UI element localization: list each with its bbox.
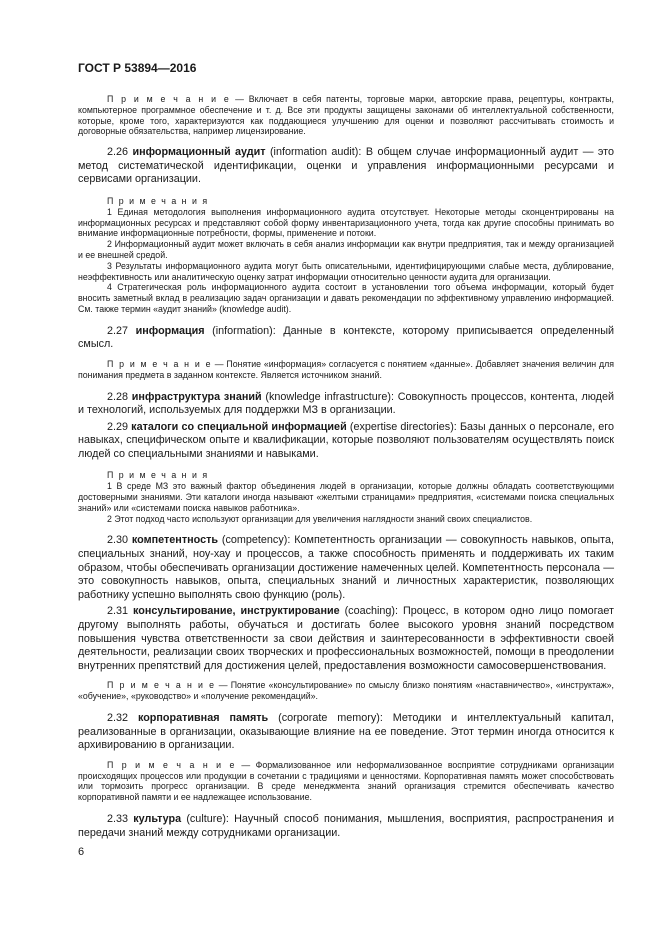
term-title: информационный аудит [132,146,266,159]
term-2-30: 2.30 компетентность (competency): Компетентность организации — совокупность навыков, опыта, специальных знаний, ноу-хау и процессов, а также способность применять и поддерживать их таким образом, чтобы обеспечивать организации достижение намеченных целей. Компетентность персонала — это совокупность навыков, опыта, специальных знаний и личностных характеристик, позволяющих работнику успешно выполнять свою функцию (роль). [78,534,614,601]
note-item: 2 Информационный аудит может включать в себя анализ информации как внутри предприятия, так и между организацией и ее внешней средой. [78,239,614,260]
term-title: каталоги со специальной информацией [131,420,347,433]
term-title: корпоративная память [137,712,269,724]
note-paragraph: П р и м е ч а н и е — Включает в себя патенты, торговые марки, авторские права, рецептуры, контракты, компьютерное программное обеспечение и т. д. Все эти продукты защищены законами об интеллектуальной собственности, которые, кроме того, характеризуются как поддающиеся улучшению для оценки и позволяют рассчитывать стоимость и договорные обязательства, например лицензирование. [78,94,615,137]
term-2-28: 2.28 инфраструктура знаний (knowledge infrastructure): Совокупность процессов, контента, людей и технологий, используемых для поддержки МЗ в организации. [78,390,614,417]
term-title: инфраструктура знаний [131,390,262,403]
note-paragraph: П р и м е ч а н и е — Понятие «информация» согласуется с понятием «данные». Добавляет значения величин для понимания предмета в заданном контексте. Является источником знаний. [78,358,614,380]
note-item: 1 В среде МЗ это важный фактор объединения людей в организации, которые должны обладать соответствующими достоверными знаниями. Эти каталоги иногда называют «желтыми страницами» предприятия, «системами поиска специальных знаний» или «системами поиска навыков работника». [78,481,614,513]
notes-label: П р и м е ч а н и я [107,470,209,481]
term-title: информация [135,324,205,337]
note-item: 4 Стратегическая роль информационного аудита состоит в установлении того объема информации, который будет вносить заметный вклад в реализацию задач организации и давать рекомендации по эффективному управлению информацией. См. также термин «аудит знаний» (knowledge audit). [78,282,614,314]
term-2-29: 2.29 каталоги со специальной информацией (expertise directories): Базы данных о персонале, его навыках, специфическом опыте и квалификации, которые позволяют пользователям осуществлять поиск людей со специальными знаниями и навыками. [78,420,614,460]
note-paragraph: П р и м е ч а н и е — Формализованное или неформализованное восприятие сотрудниками организации происходящих процессов или продукции в сочетании с традициями и ценностями. Корпоративная память может способствовать или тормозить прогресс организации. В среде менеджмента знаний организация стремится обеспечивать качество корпоративной памяти и ее надлежащее использование. [78,759,614,803]
term-2-27: 2.27 информация (information): Данные в контексте, которому приписывается определенный смысл. [78,324,614,351]
document-body [78,94,614,840]
notes-label: П р и м е ч а н и я [107,195,209,206]
note-item: 1 Единая методология выполнения информационного аудита отсутствует. Некоторые методы сконцентрированы на информационных ресурсах и представляют собой форму инвентаризационного учета, тогда как другие способны принимать во внимание информационные потребности, формы, применение и потоки. [78,206,614,239]
term-title: культура [133,812,182,825]
page-number: 6 [78,846,85,858]
term-2-33: 2.33 культура (culture): Научный способ понимания, мышления, восприятия, распространения и передачи знаний между сотрудниками организации. [78,812,615,839]
term-title: консультирование, инструктирование [132,605,340,618]
note-label: П р и м е ч а н и е [107,94,231,104]
page-header: ГОСТ Р 53894—2016 [78,61,197,75]
note-item: 2 Этот подход часто используют организации для увеличения наглядности знаний своих специалистов. [107,513,533,524]
note-paragraph: П р и м е ч а н и е — Понятие «консультирование» по смыслу близко понятиям «наставничество», «инструктаж», «обучение», «руководство» и «получение рекомендаций». [78,680,615,702]
note-label: П р и м е ч а н и е [107,759,236,770]
note-item: 3 Результаты информационного аудита могут быть описательными, идентифицирующими слабые места, дублирование, неэффективность или аналитическую оценку затрат информации относительно ценности аудита для организации. [78,260,614,282]
note-label: П р и м е ч а н и е [107,358,212,369]
term-2-32: 2.32 корпоративная память (corporate memory): Методики и интеллектуальный капитал, реализованные в организации, оказывающие влияние на ее поведение. Этот термин иногда относится к архивированию в организации. [78,712,614,752]
note-label: П р и м е ч а н и е [107,680,216,691]
term-title: компетентность [131,534,219,547]
term-2-26: 2.26 информационный аудит (information audit): В общем случае информационный аудит — это метод систематической идентификации, оценки и управления информационными ресурсами и сервисами организации. [78,146,615,186]
term-2-31: 2.31 консультирование, инструктирование (coaching): Процесс, в котором одно лицо помогает другому выполнять работы, обучаться и достигать более высокого уровня знаний посредством повышения чувства ответственности за свои действия и заинтересованности в эффективности своей деятельности, реализации своих творческих и профессиональных возможностей, помощи в преодолении внутренних препятствий для достижения целей, предоставления возможности самосовершенствования. [78,605,614,672]
